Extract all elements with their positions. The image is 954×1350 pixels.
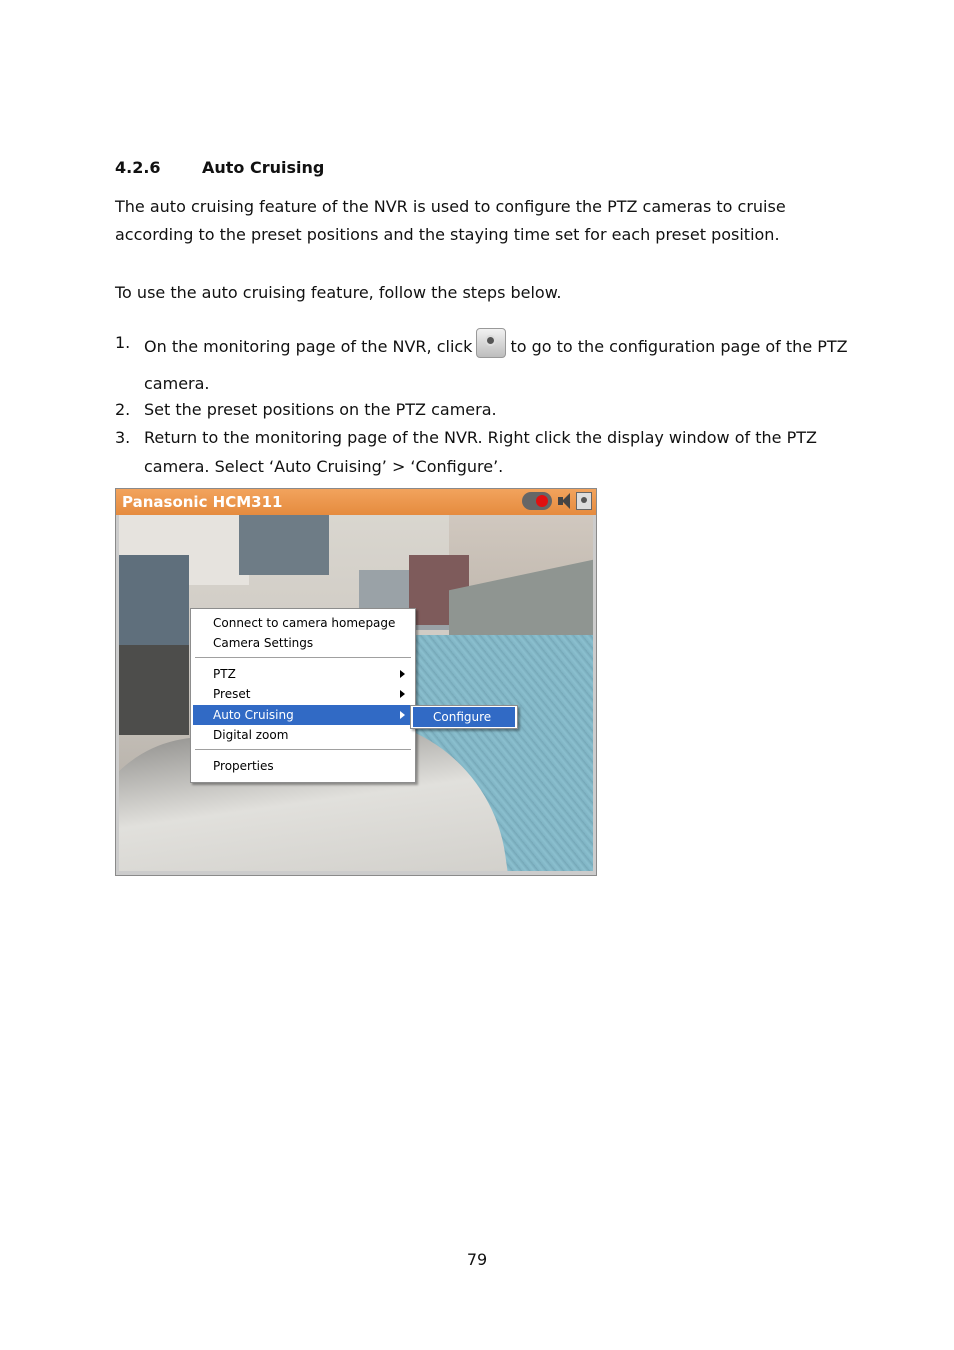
step-text — [144, 328, 855, 361]
intro-line-1: The auto cruising feature of the NVR is used to configure the PTZ cameras to cruise — [115, 197, 786, 216]
section-heading — [115, 158, 324, 177]
menu-item-camera-settings[interactable] — [193, 633, 413, 653]
step-1-line-2: camera. — [144, 374, 210, 393]
menu-item-label: Connect to camera homepage — [213, 616, 396, 630]
scene-partition — [239, 515, 329, 575]
menu-item-label: Configure — [433, 710, 492, 724]
submenu-arrow-icon — [400, 670, 405, 678]
step-1-text-before: On the monitoring page of the NVR, click — [144, 337, 473, 356]
page-number: 79 — [466, 1250, 488, 1269]
step-number: 1. — [115, 333, 131, 352]
camera-view[interactable] — [119, 515, 593, 871]
ptz-camera-icon[interactable] — [576, 492, 592, 510]
step-number: 3. — [115, 428, 131, 447]
speaker-icon[interactable] — [556, 492, 572, 510]
step-3-line-1: Return to the monitoring page of the NVR. Right click the display window of the PTZ — [144, 428, 817, 447]
menu-item-label: Properties — [213, 759, 274, 773]
scene-partition — [119, 555, 189, 645]
step-3-line-2: camera. Select ‘Auto Cruising’ > ‘Configure’. — [144, 457, 504, 476]
section-title: Auto Cruising — [202, 158, 325, 177]
context-menu — [190, 608, 416, 783]
submenu-arrow-icon — [400, 690, 405, 698]
section-number: 4.2.6 — [115, 158, 161, 177]
step-1-text-after: to go to the configuration page of the PTZ — [510, 337, 848, 356]
menu-item-preset[interactable] — [193, 684, 413, 704]
intro-paragraph — [115, 193, 855, 249]
submenu-arrow-icon — [400, 711, 405, 719]
scene-shadow — [119, 645, 189, 735]
step-number: 2. — [115, 400, 131, 419]
menu-item-label: Preset — [213, 687, 251, 701]
step-3 — [115, 423, 855, 481]
menu-item-properties[interactable] — [193, 756, 413, 776]
menu-item-auto-cruising[interactable] — [193, 705, 413, 725]
step-1 — [115, 328, 855, 398]
menu-item-ptz[interactable] — [193, 664, 413, 684]
menu-item-digital-zoom[interactable] — [193, 725, 413, 745]
menu-item-label: PTZ — [213, 667, 236, 681]
submenu-item-configure[interactable] — [413, 707, 515, 727]
step-2 — [115, 395, 855, 424]
auto-cruising-submenu — [410, 705, 518, 729]
menu-item-label: Digital zoom — [213, 728, 289, 742]
follow-text: To use the auto cruising feature, follow the steps below. — [115, 283, 562, 302]
menu-item-connect-homepage[interactable] — [193, 613, 413, 633]
menu-item-label: Auto Cruising — [213, 708, 294, 722]
record-icon[interactable] — [522, 492, 552, 510]
camera-window-screenshot — [115, 488, 597, 876]
menu-item-label: Camera Settings — [213, 636, 314, 650]
ptz-camera-icon — [476, 328, 506, 358]
camera-title: Panasonic HCM311 — [122, 493, 283, 511]
step-text: Set the preset positions on the PTZ camera. — [144, 400, 497, 419]
camera-titlebar — [116, 489, 596, 515]
menu-separator — [195, 749, 411, 751]
titlebar-icons — [522, 492, 592, 510]
intro-line-2: according to the preset positions and the staying time set for each preset position. — [115, 225, 780, 244]
menu-separator — [195, 657, 411, 659]
